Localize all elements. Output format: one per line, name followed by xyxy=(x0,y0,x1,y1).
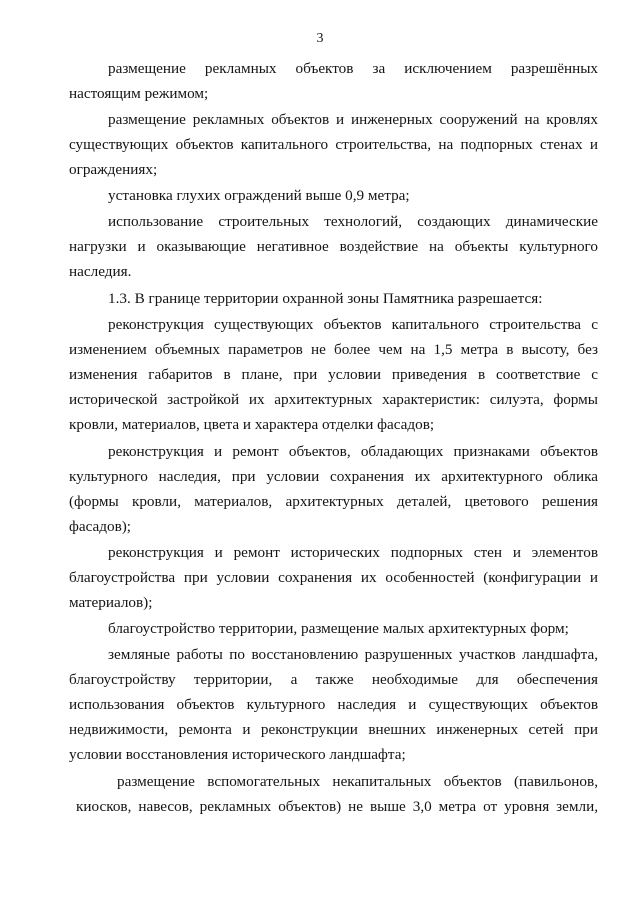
text-line: нагрузки и оказывающие негативное воздействие на объекты культурного xyxy=(69,238,598,255)
text-line: кровли, материалов, цвета и характера отделки фасадов; xyxy=(69,416,435,433)
text-line: изменением объемных параметров не более чем на 1,5 метра в высоту, без xyxy=(69,341,598,358)
text-line: размещение рекламных объектов за исключением разрешённых xyxy=(108,60,598,77)
text-line: изменения габаритов в плане, при условии приведения в соответствие с xyxy=(69,366,598,383)
text-line: реконструкция и ремонт объектов, обладающих признаками объектов xyxy=(108,443,598,460)
page-number: 3 xyxy=(316,31,324,46)
text-line: установка глухих ограждений выше 0,9 метра; xyxy=(108,187,410,204)
text-line: настоящим режимом; xyxy=(69,85,209,102)
text-line: размещение вспомогательных некапитальных объектов (павильонов, xyxy=(117,773,598,790)
text-line: размещение рекламных объектов и инженерных сооружений на кровлях xyxy=(108,111,598,128)
text-line: существующих объектов капитального строительства, на подпорных стенах и xyxy=(69,136,598,153)
section-heading: 1.3. В границе территории охранной зоны Памятника разрешается: xyxy=(108,290,543,307)
text-line: (формы кровли, материалов, архитектурных деталей, цветового решения xyxy=(69,493,598,510)
text-line: исторической застройкой их архитектурных характеристик: силуэта, формы xyxy=(69,391,598,408)
text-line: недвижимости, ремонта и реконструкции внешних инженерных сетей при xyxy=(69,721,598,738)
text-line: культурного наследия, при условии сохранения их архитектурного облика xyxy=(69,468,598,485)
text-line: ограждениях; xyxy=(69,161,158,178)
text-line: благоустройство территории, размещение малых архитектурных форм; xyxy=(108,620,569,637)
text-line: использования объектов культурного наследия и существующих объектов xyxy=(69,696,598,713)
text-line: наследия. xyxy=(69,263,132,280)
text-line: земляные работы по восстановлению разрушенных участков ландшафта, xyxy=(108,646,598,663)
text-line: благоустройству территории, а также необходимые для обеспечения xyxy=(69,671,598,688)
text-line: реконструкция существующих объектов капитального строительства с xyxy=(108,316,598,333)
text-line: использование строительных технологий, создающих динамические xyxy=(108,213,598,230)
text-line: фасадов); xyxy=(69,518,132,535)
text-line: реконструкция и ремонт исторических подпорных стен и элементов xyxy=(108,544,598,561)
text-line: благоустройства при условии сохранения их особенностей (конфигурации и xyxy=(69,569,598,586)
text-line: киосков, навесов, рекламных объектов) не выше 3,0 метра от уровня земли, xyxy=(76,798,598,815)
text-line: материалов); xyxy=(69,594,153,611)
text-line: условии восстановления исторического ландшафта; xyxy=(69,746,406,763)
